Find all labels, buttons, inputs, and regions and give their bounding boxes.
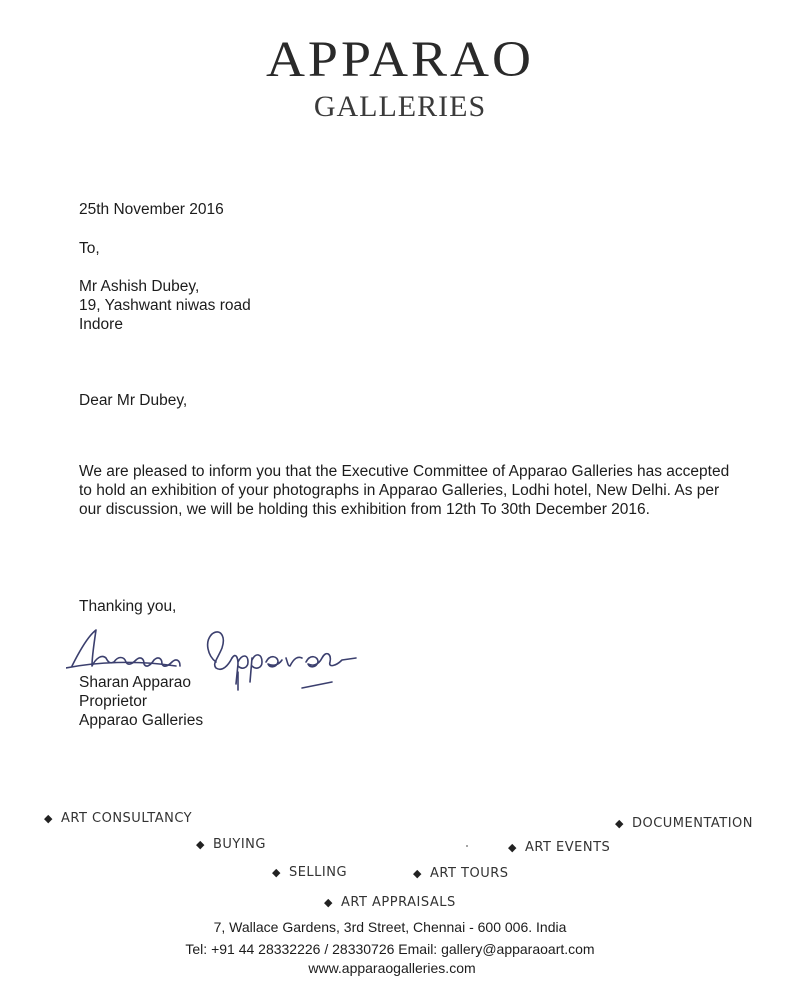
speck-mark: [466, 845, 468, 847]
letter-body: We are pleased to inform you that the Executive Committee of Apparao Galleries has accepted to hold an exhibition of your photographs in Apparao Galleries, Lodhi hotel, New Delhi. As per our discussion, we will be holding this exhibition from 12th To 30th December 2016.: [79, 463, 730, 518]
signer-title: Proprietor: [79, 693, 148, 710]
closing: Thanking you,: [79, 598, 177, 615]
signer-block: [79, 673, 203, 730]
address-line: Indore: [79, 316, 123, 333]
salutation: Dear Mr Dubey,: [79, 392, 188, 409]
service-art-events: ◆ ART EVENTS: [508, 840, 611, 855]
service-buying: ◆ BUYING: [196, 837, 266, 852]
letter-date: 25th November 2016: [79, 201, 224, 218]
footer-address: 7, Wallace Gardens, 3rd Street, Chennai - 600 006. India: [213, 919, 567, 935]
address-line: 19, Yashwant niwas road: [79, 297, 251, 314]
recipient-address: [79, 277, 251, 334]
service-art-appraisals: ◆ ART APPRAISALS: [324, 895, 456, 910]
diamond-bullet-icon: ◆: [615, 817, 624, 830]
footer-website: www.apparaogalleries.com: [308, 960, 476, 976]
diamond-bullet-icon: ◆: [272, 866, 281, 879]
diamond-bullet-icon: ◆: [44, 812, 53, 825]
signer-organization: Apparao Galleries: [79, 712, 204, 729]
diamond-bullet-icon: ◆: [196, 838, 205, 851]
service-art-tours: ◆ ART TOURS: [413, 866, 509, 881]
service-documentation: ◆ DOCUMENTATION: [615, 816, 754, 831]
signer-name: Sharan Apparao: [79, 674, 192, 691]
letter-to: To,: [79, 240, 100, 257]
letterhead-subtitle: GALLERIES: [313, 90, 487, 123]
address-line: Mr Ashish Dubey,: [79, 278, 200, 295]
diamond-bullet-icon: ◆: [413, 867, 422, 880]
service-selling: ◆ SELLING: [272, 865, 348, 880]
footer-contact: Tel: +91 44 28332226 / 28330726 Email: gallery@apparaoart.com: [185, 941, 595, 957]
diamond-bullet-icon: ◆: [324, 896, 333, 909]
diamond-bullet-icon: ◆: [508, 841, 517, 854]
letterhead-name: APPARAO: [265, 30, 535, 88]
service-art-consultancy: ◆ ART CONSULTANCY: [44, 811, 193, 826]
